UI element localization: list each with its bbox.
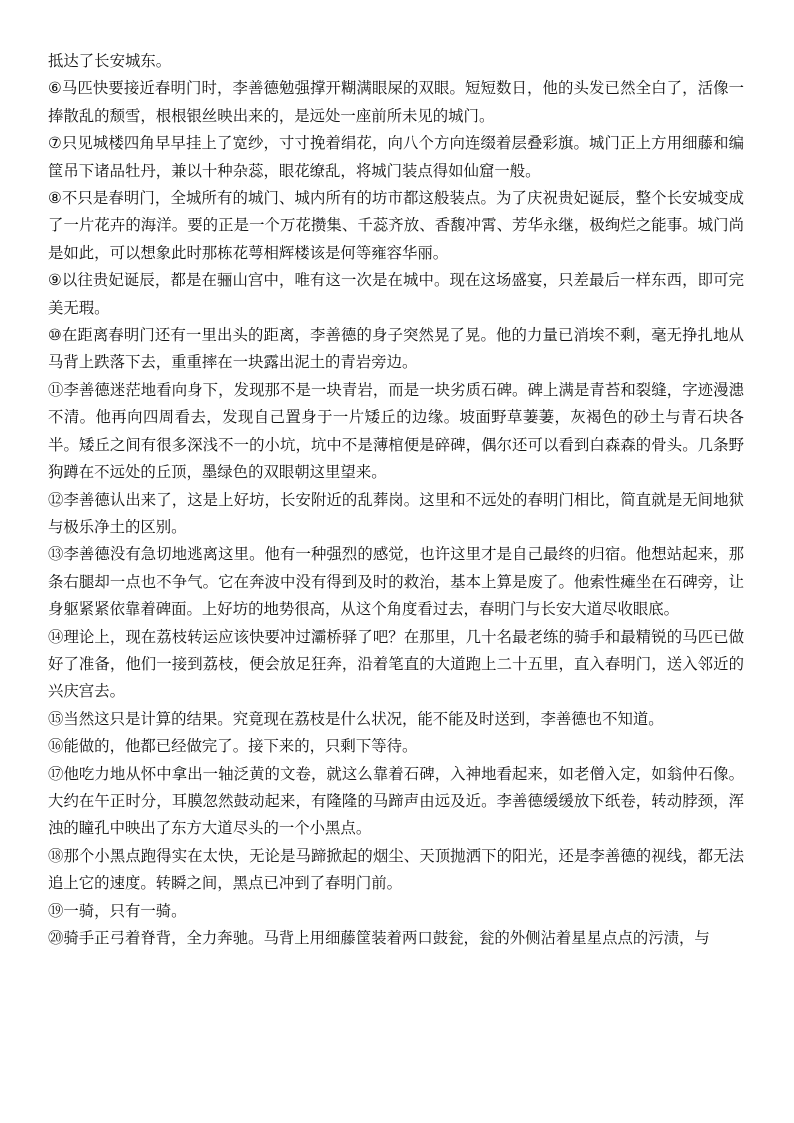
paragraph-6: ⑥马匹快要接近春明门时，李善德勉强撑开糊满眼屎的双眼。短短数日，他的头发已然全白了，活像一捧散乱的颓雪，根根银丝映出来的，是远处一座前所未见的城门。 xyxy=(48,79,744,125)
article-body xyxy=(48,48,744,952)
paragraph-19: ⑲一骑，只有一骑。 xyxy=(48,901,187,920)
paragraph-15: ⑮当然这只是计算的结果。究竟现在荔枝是什么状况，能不能及时送到，李善德也不知道。 xyxy=(48,709,664,728)
paragraph-12: ⑫李善德认出来了，这是上好坊，长安附近的乱葬岗。这里和不远处的春明门相比，简直就是无间地狱与极乐净土的区别。 xyxy=(48,490,744,536)
paragraph-continuation: 抵达了长安城东。 xyxy=(48,52,172,70)
paragraph-13: ⑬李善德没有急切地逃离这里。他有一种强烈的感觉，也许这里才是自己最终的归宿。他想站起来，那条右腿却一点也不争气。它在奔波中没有得到及时的救治，基本上算是废了。他索性瘫坐在石碑旁，让身躯紧紧依靠着碑面。上好坊的地势很高，从这个角度看过去，春明门与长安大道尽收眼底。 xyxy=(48,545,744,619)
paragraph-9: ⑨以往贵妃诞辰，都是在骊山宫中，唯有这一次是在城中。现在这场盛宴，只差最后一样东西，即可完美无瑕。 xyxy=(48,271,744,317)
paragraph-17: ⑰他吃力地从怀中拿出一轴泛黄的文卷，就这么靠着石碑，入神地看起来，如老僧入定，如翁仲石像。大约在午正时分，耳膜忽然鼓动起来，有隆隆的马蹄声由远及近。李善德缓缓放下纸卷，转动脖颈，浑浊的瞳孔中映出了东方大道尽头的一个小黑点。 xyxy=(48,764,744,838)
paragraph-11: ⑪李善德迷茫地看向身下，发现那不是一块青岩，而是一块劣质石碑。碑上满是青苔和裂缝，字迹漫漶不清。他再向四周看去，发现自己置身于一片矮丘的边缘。坡面野草萋萋，灰褐色的砂土与青石块各半。矮丘之间有很多深浅不一的小坑，坑中不是薄棺便是碎碑，偶尔还可以看到白森森的骨头。几条野狗蹲在不远处的丘顶，墨绿色的双眼朝这里望来。 xyxy=(48,380,744,482)
paragraph-14: ⑭理论上，现在荔枝转运应该快要冲过灞桥驿了吧？在那里，几十名最老练的骑手和最精锐的马匹已做好了准备，他们一接到荔枝，便会放足狂奔，沿着笔直的大道跑上二十五里，直入春明门，送入邻近的兴庆宫去。 xyxy=(48,627,744,701)
paragraph-10: ⑩在距离春明门还有一里出头的距离，李善德的身子突然晃了晃。他的力量已消埃不剩，毫无挣扎地从马背上跌落下去，重重摔在一块露出泥土的青岩旁边。 xyxy=(48,326,744,372)
paragraph-7: ⑦只见城楼四角早早挂上了宽纱，寸寸挽着绢花，向八个方向连缀着层叠彩旗。城门正上方用细藤和编筐吊下诸品牡丹，兼以十种杂蕊，眼花缭乱，将城门装点得如仙窟一般。 xyxy=(48,134,744,180)
paragraph-16: ⑯能做的，他都已经做完了。接下来的，只剩下等待。 xyxy=(48,737,418,756)
paragraph-8: ⑧不只是春明门，全城所有的城门、城内所有的坊市都这般装点。为了庆祝贵妃诞辰，整个长安城变成了一片花卉的海洋。要的正是一个万花攒集、千蕊齐放、香馥冲霄、芳华永继，极绚烂之能事。城门尚是如此，可以想象此时那栋花萼相辉楼该是何等雍容华丽。 xyxy=(48,189,744,262)
paragraph-18: ⑱那个小黑点跑得实在太快，无论是马蹄掀起的烟尘、天顶抛洒下的阳光，还是李善德的视线，都无法追上它的速度。转瞬之间，黑点已冲到了春明门前。 xyxy=(48,846,744,893)
paragraph-20: ⑳骑手正弓着脊背，全力奔驰。马背上用细藤筐装着两口鼓瓮，瓮的外侧沾着星星点点的污渍，与 xyxy=(48,929,710,947)
